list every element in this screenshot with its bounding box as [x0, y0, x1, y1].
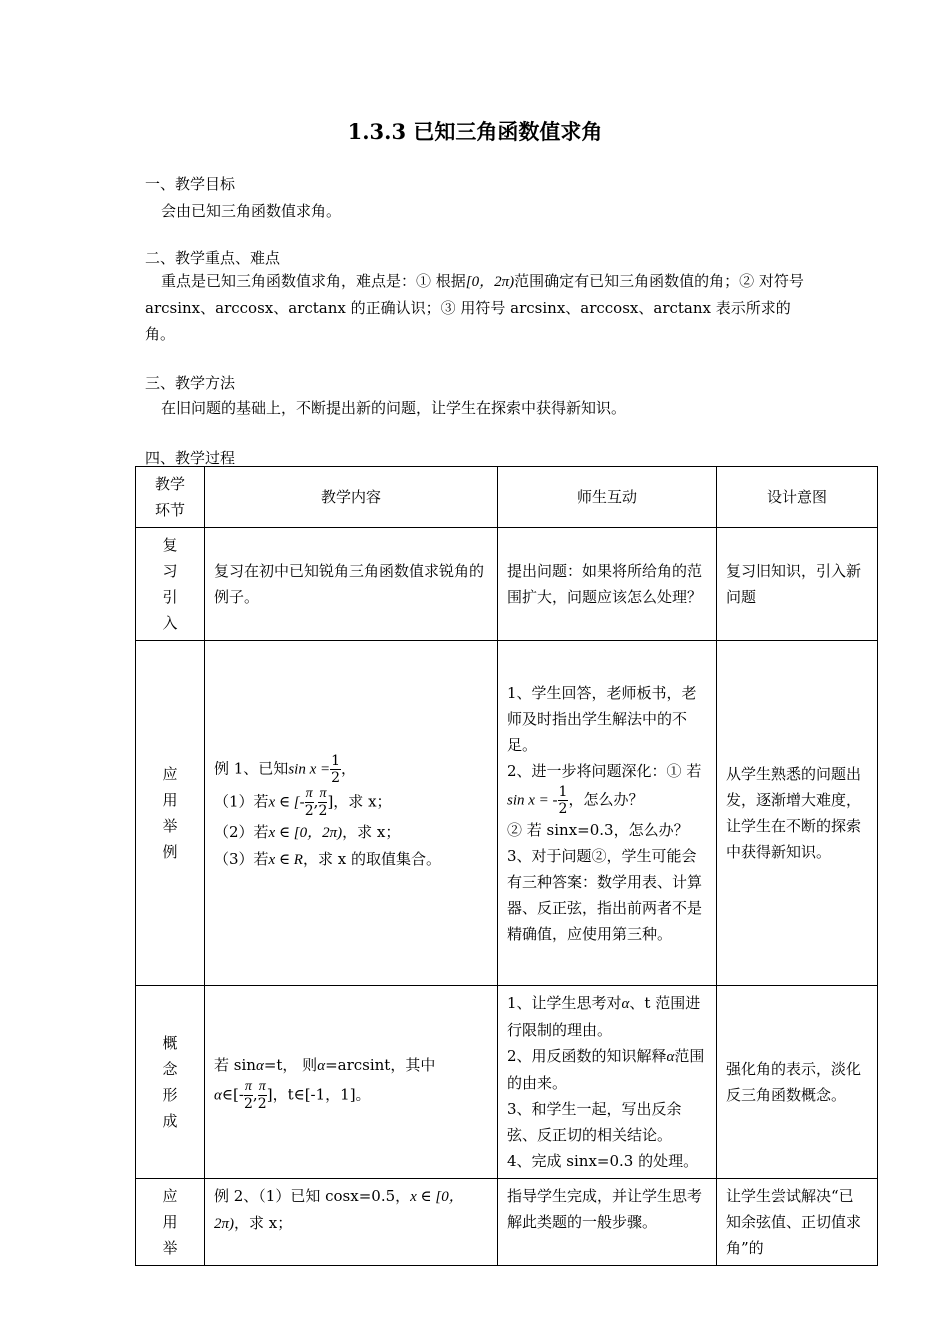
interaction-cell: 1、学生回答，老师板书，老师及时指出学生解法中的不足。 2、进一步将问题深化：① 若sin x = - $\frac{1}{2}$ ，怎么办？ ② 若 sinx=0.3，怎么办？ 3、对于问题②，学生可能会有三种答案：数学用表、计算器、反正弦，指出前两者不是精确值，应使用第三种。	[498, 641, 717, 986]
fraction-pi-over-2: $\frac{\pi}{2}$	[257, 1079, 267, 1112]
fraction-one-half: $\frac{1}{2}$	[331, 753, 341, 786]
example-1-q1: （1）若x ∈ [- $\frac{\pi}{2}$ , $\frac{\pi}{2}$ ]，求 x；	[214, 786, 392, 819]
interaction-cell: 指导学生完成，并让学生思考解此类题的一般步骤。	[498, 1179, 717, 1266]
intent-cell: 从学生熟悉的问题出发，逐渐增大难度，让学生在不断的探索中获得新知识。	[717, 641, 878, 986]
process-heading: 四、教学过程	[145, 449, 236, 467]
interaction-cell: 1、让学生思考对α、t 范围进行限制的理由。 2、用反函数的知识解释α范围的由来。 3、和学生一起，写出反余弦、反正切的相关结论。 4、完成 sinx=0.3 的处理。	[498, 986, 717, 1179]
method-heading: 三、教学方法	[145, 374, 236, 392]
page-title: 1.3.3 已知三角函数值求角	[347, 119, 603, 144]
header-intent: 设计意图	[717, 467, 878, 528]
goal-text: 会由已知三角函数值求角。	[161, 202, 342, 220]
interaction-cell: 提出问题：如果将所给角的范围扩大，问题应该怎么处理？	[498, 528, 717, 641]
fraction-pi-over-2: $\frac{\pi}{2}$	[243, 1079, 253, 1112]
table-row	[136, 641, 878, 986]
key-text	[145, 268, 813, 347]
intent-cell: 复习旧知识，引入新问题	[717, 528, 878, 641]
content-cell: 复习在初中已知锐角三角函数值求锐角的例子。	[205, 528, 498, 641]
stage-cell: 应用举例	[136, 641, 205, 986]
header-content: 教学内容	[205, 467, 498, 528]
table-row	[136, 986, 878, 1179]
fraction-pi-over-2: $\frac{\pi}{2}$	[304, 786, 314, 819]
fraction-pi-over-2: $\frac{\pi}{2}$	[318, 786, 328, 819]
stage-cell: 复习引入	[136, 528, 205, 641]
key-text-a: 重点是已知三角函数值求角，难点是：① 根据	[161, 272, 466, 290]
method-text: 在旧问题的基础上，不断提出新的问题，让学生在探索中获得新知识。	[161, 399, 627, 417]
example-1-q3: （3）若x ∈ R，求 x 的取值集合。	[214, 850, 441, 868]
table-header-row	[136, 467, 878, 528]
table-row	[136, 1179, 878, 1266]
stage-cell: 概念形成	[136, 986, 205, 1179]
fraction-one-half: $\frac{1}{2}$	[558, 783, 568, 817]
content-cell	[205, 641, 498, 986]
intent-cell: 强化角的表示，淡化反三角函数概念。	[717, 986, 878, 1179]
key-text-b: 范围确定有已知三角函数值的角；② 对符号 arcsinx、arccosx、arctanx 的正确认识；③ 用符号 arcsinx、arccosx、arctanx 表示所求的角。	[145, 272, 804, 343]
key-interval: [0，2π)	[465, 274, 515, 290]
table-row	[136, 528, 878, 641]
example-1-intro: 例 1、已知sin x = $\frac{1}{2}$ ，	[214, 753, 357, 786]
intent-cell: 让学生尝试解决“已知余弦值、正切值求角”的	[717, 1179, 878, 1266]
header-stage: 教学环节	[136, 467, 205, 528]
teaching-process-table	[135, 466, 878, 1266]
content-cell: 例 2、（1）已知 cosx=0.5，x ∈ [0，2π)，求 x；	[205, 1179, 498, 1266]
example-1-q2: （2）若x ∈ [0，2π)，求 x；	[214, 823, 401, 841]
content-cell: 若 sinα=t， 则α=arcsint，其中 α∈[- $\frac{\pi}{2}$ , $\frac{\pi}{2}$ ]，t∈[-1，1]。	[205, 986, 498, 1179]
header-interaction: 师生互动	[498, 467, 717, 528]
stage-cell: 应用举	[136, 1179, 205, 1266]
goal-heading: 一、教学目标	[145, 175, 236, 193]
key-heading: 二、教学重点、难点	[145, 249, 281, 267]
